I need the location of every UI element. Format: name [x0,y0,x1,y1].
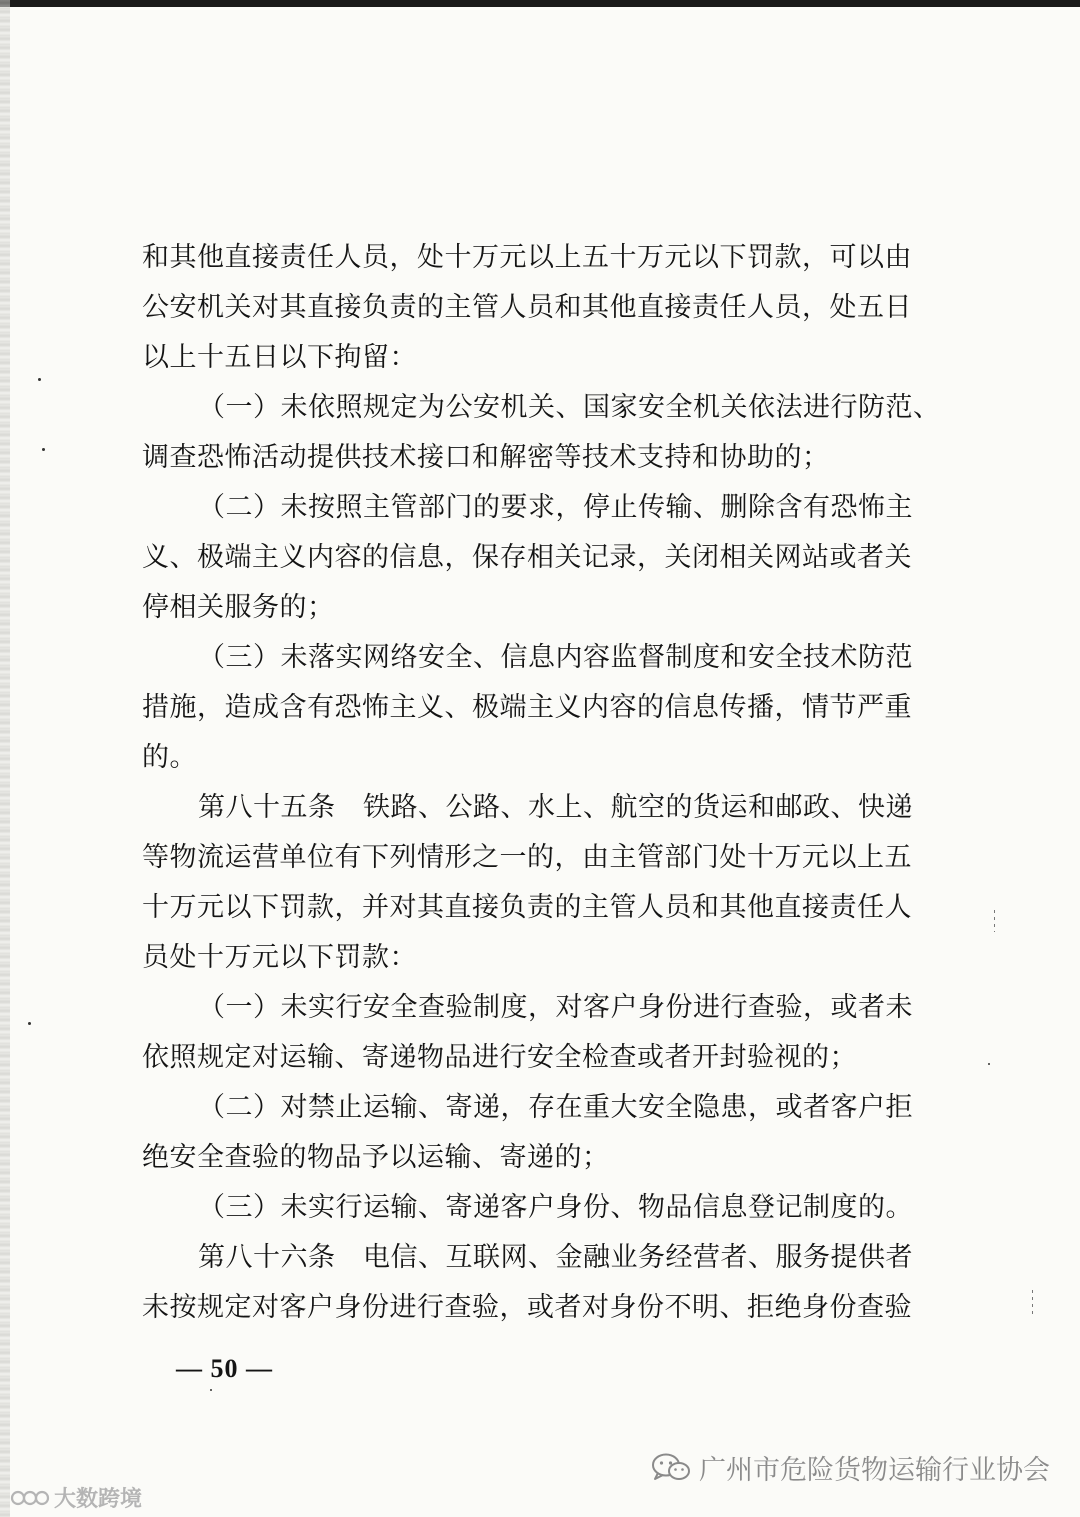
scan-speck [28,1022,31,1025]
text-line: 公安机关对其直接负责的主管人员和其他直接责任人员，处五日 [142,292,912,323]
text-line: 等物流运营单位有下列情形之一的，由主管部门处十万元以上五 [142,842,912,873]
scan-left-border [0,0,10,1517]
scan-mark [1032,1290,1033,1318]
text-line: （三）未落实网络安全、信息内容监督制度和安全技术防范 [198,642,913,673]
text-line: 第八十六条 电信、互联网、金融业务经营者、服务提供者 [198,1242,913,1273]
text-line: （一）未实行安全查验制度，对客户身份进行查验，或者未 [198,992,913,1023]
scan-speck [210,1389,212,1391]
text-line: 第八十五条 铁路、公路、水上、航空的货运和邮政、快递 [198,792,913,823]
text-line: 和其他直接责任人员，处十万元以上五十万元以下罚款，可以由 [142,242,912,273]
watermark-brand [10,1482,142,1513]
text-line: 措施，造成含有恐怖主义、极端主义内容的信息传播，情节严重 [142,692,912,723]
text-line: 员处十万元以下罚款： [142,942,417,973]
brand-logo-icon [10,1486,50,1510]
wechat-icon [651,1452,691,1484]
text-line: 绝安全查验的物品予以运输、寄递的； [142,1142,610,1173]
text-line: 义、极端主义内容的信息，保存相关记录，关闭相关网站或者关 [142,542,912,573]
scan-top-border [0,0,1080,7]
watermark-source [651,1448,1050,1487]
document-body [142,233,941,1333]
scan-speck [988,1063,990,1065]
text-line: 依照规定对运输、寄递物品进行安全检查或者开封验视的； [142,1042,857,1073]
text-line: 十万元以下罚款，并对其直接负责的主管人员和其他直接责任人 [142,892,912,923]
scan-mark [994,910,995,932]
scan-speck [38,378,41,381]
text-line: （三）未实行运输、寄递客户身份、物品信息登记制度的。 [198,1192,913,1223]
text-line: 调查恐怖活动提供技术接口和解密等技术支持和协助的； [142,442,830,473]
watermark-source-text: 广州市危险货物运输行业协会 [699,1455,1050,1486]
text-line: （二）未按照主管部门的要求，停止传输、删除含有恐怖主 [198,492,913,523]
text-line: （一）未依照规定为公安机关、国家安全机关依法进行防范、 [198,392,941,423]
watermark-brand-text: 大数跨境 [54,1487,143,1512]
text-line: 的。 [142,742,197,773]
text-line: 以上十五日以下拘留： [142,342,417,373]
scan-speck [42,448,45,451]
text-line: 未按规定对客户身份进行查验，或者对身份不明、拒绝身份查验 [142,1292,912,1323]
page-number: — 50 — [176,1354,273,1383]
text-line: 停相关服务的； [142,592,335,623]
text-line: （二）对禁止运输、寄递，存在重大安全隐患，或者客户拒 [198,1092,913,1123]
